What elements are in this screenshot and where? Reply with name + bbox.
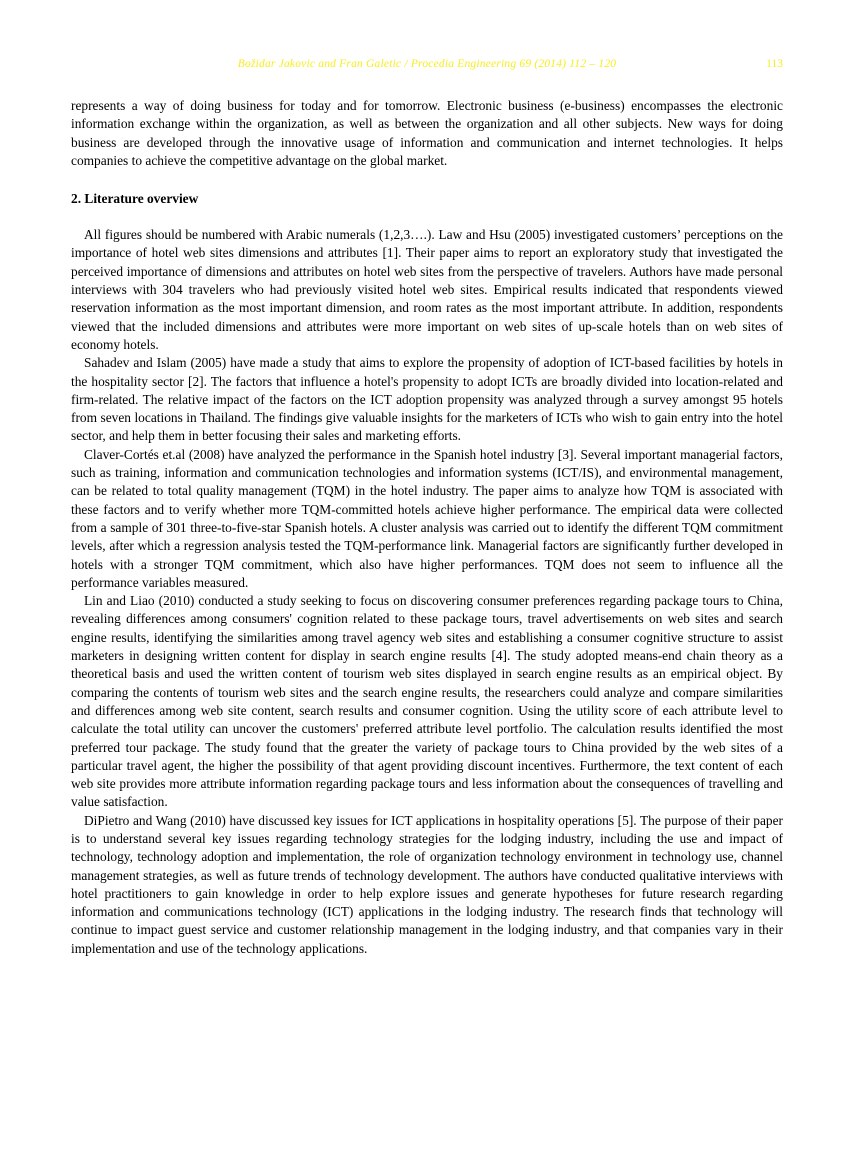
page-number: 113: [766, 58, 783, 70]
section-heading-literature-overview: 2. Literature overview: [71, 191, 199, 207]
paragraph-claver-cortes: Claver-Cortés et.al (2008) have analyzed the performance in the Spanish hotel industry [3]. Several important managerial factors, such as training, information and communication technologies and information systems (ICT/IS), and environmental management, can be related to total quality management (TQM) in the hotel industry. The paper aims to analyze how TQM is associated with these factors and to verify whether more TQM-committed hotels achieve higher performance. The empirical data were collected from a sample of 301 three-to-five-star Spanish hotels. A cluster analysis was carried out to identify the different TQM commitment levels, after which a regression analysis tested the TQM-performance link. Managerial factors are significantly further developed in hotels with a stronger TQM commitment, which also have higher performances. TQM does not seem to influence all the performance variables measured.: [71, 446, 783, 590]
page-header: [71, 57, 783, 71]
paragraph-sahadev-islam: Sahadev and Islam (2005) have made a study that aims to explore the propensity of adoption of ICT-based facilities by hotels in the hospitality sector [2]. The factors that influence a hotel's propensity to adopt ICTs are broadly divided into location-related and firm-related. The relative impact of the factors on the ICT adoption propensity was analyzed through a survey amongst 95 hotels from seven locations in Thailand. The findings give valuable insights for the marketers of ICTs who wish to gain entry into the hotel sector, and help them in better focusing their sales and marketing efforts.: [71, 355, 783, 444]
text-column: [71, 57, 783, 958]
article-body: [71, 97, 783, 958]
paragraph-law-hsu: All figures should be numbered with Arabic numerals (1,2,3….). Law and Hsu (2005) investigated customers’ perceptions on the importance of hotel web sites dimensions and attributes [1]. Their paper aims to report an exploratory study that investigated the perceived importance of dimensions and attributes on hotel web sites from the perspective of travelers. Authors have made personal interviews with 304 travelers who had previously visited hotel web sites. Empirical results indicated that respondents viewed reservation information as the most important dimension, and room rates as the most important attribute. In addition, respondents viewed that the included dimensions and attributes were more important on web sites of up-scale hotels than on web sites of economy hotels.: [71, 227, 783, 352]
paragraph-dipietro-wang: DiPietro and Wang (2010) have discussed key issues for ICT applications in hospitality operations [5]. The purpose of their paper is to understand several key issues regarding technology strategies for the lodging industry, including the use and impact of technology, technology adoption and implementation, the role of organization technology environment in technology use, channel management strategies, as well as future trends of technology development. The authors have conducted qualitative interviews with hotel practitioners to gain knowledge in order to help explore issues and generate hypotheses for future research regarding information and communications technology (ICT) applications in the lodging industry. The research finds that technology will continue to impact guest service and customer relationship management in the lodging industry, and that companies vary in their implementation and use of the technology applications.: [71, 812, 783, 956]
running-title: Božidar Jakovic and Fran Galetic / Procedia Engineering 69 (2014) 112 – 120: [237, 58, 617, 70]
paragraph-lin-liao: Lin and Liao (2010) conducted a study seeking to focus on discovering consumer preferences regarding package tours to China, revealing differences among consumers' cognition related to these package tours, travel advertisements on web sites and search engine results, identifying the similarities among travel agency web sites and establishing a consumer cognitive structure to assist marketers in designing written content for display in search engine results [4]. The study adopted means-end chain theory as a theoretical basis and used the written content of tourism web sites displayed in search engine results as an empirical object. By comparing the contents of tourism web sites and the search engine results, the researchers could analyze and compare similarities and differences among web site content, search results and consumer cognition. Using the utility score of each attribute level to calculate the total utility can uncover the customers' preferred attribute level portfolio. The calculation results identified the most preferred tour package. The study found that the greater the variety of package tours to China provided by the web sites of a particular travel agent, the higher the possibility of that agent providing discount incentives. Furthermore, the text content of each web site provides more attribute information regarding package tours and less information about the consequences of travelling and value satisfaction.: [71, 593, 783, 810]
paragraph-intro-continuation: represents a way of doing business for today and for tomorrow. Electronic business (e-business) encompasses the electronic information exchange within the organization, as well as between the organization and all other subjects. New ways for doing business are developed through the innovative usage of information and communication and internet technologies. It helps companies to achieve the competitive advantage on the global market.: [71, 98, 783, 168]
